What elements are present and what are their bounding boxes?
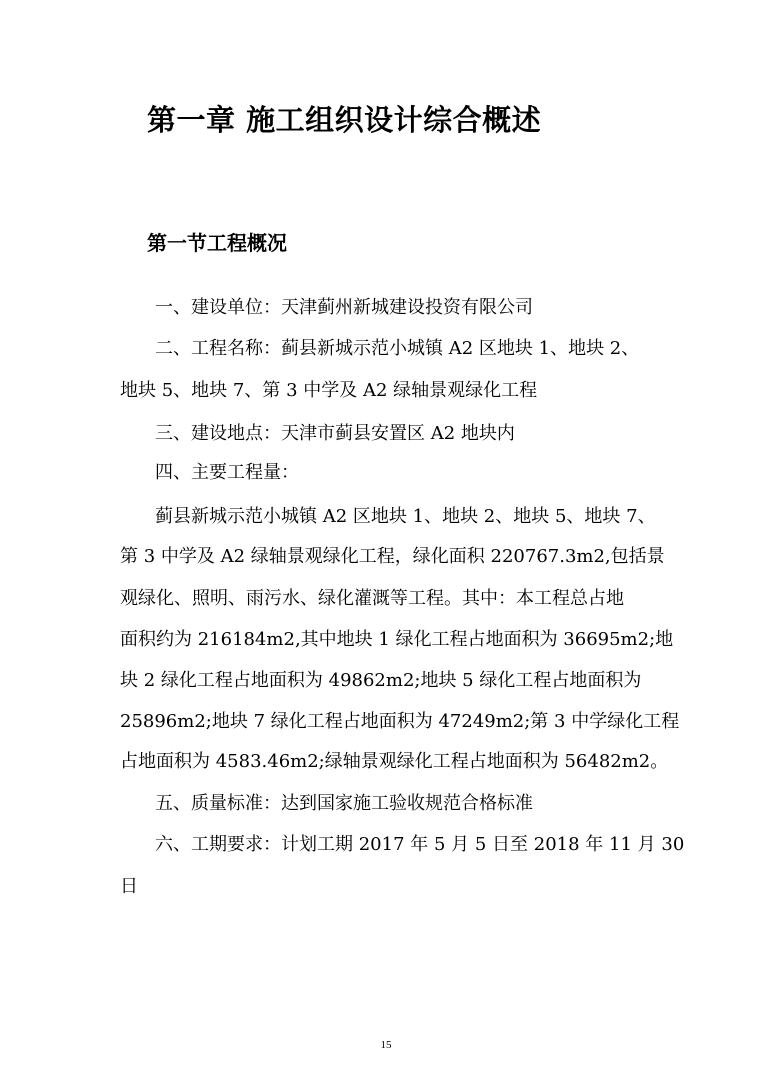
- paragraph-line-construction-unit: 一、建设单位：天津蓟州新城建设投资有限公司: [155, 297, 533, 318]
- paragraph-line-construction-site: 三、建设地点：天津市蓟县安置区 A2 地块内: [155, 423, 515, 444]
- page-number: 15: [380, 1039, 392, 1051]
- paragraph-line-quantities-5: 块 2 绿化工程占地面积为 49862m2;地块 5 绿化工程占地面积为: [120, 670, 642, 691]
- chapter-title: 第一章 施工组织设计综合概述: [147, 103, 542, 137]
- paragraph-line-quantities-2: 第 3 中学及 A2 绿轴景观绿化工程，绿化面积 220767.3m2,包括景: [120, 546, 665, 567]
- paragraph-line-quantities-3: 观绿化、照明、雨污水、绿化灌溉等工程。其中：本工程总占地: [120, 588, 624, 609]
- paragraph-line-quantities-4: 面积约为 216184m2,其中地块 1 绿化工程占地面积为 36695m2;地: [120, 629, 674, 650]
- paragraph-line-quantities-6: 25896m2;地块 7 绿化工程占地面积为 47249m2;第 3 中学绿化工程: [120, 711, 680, 732]
- paragraph-line-project-name-cont: 地块 5、地块 7、第 3 中学及 A2 绿轴景观绿化工程: [120, 380, 538, 401]
- paragraph-line-quality-standard: 五、质量标准：达到国家施工验收规范合格标准: [155, 793, 533, 814]
- section-title: 第一节工程概况: [147, 231, 287, 255]
- paragraph-line-quantities-7: 占地面积为 4583.46m2;绿轴景观绿化工程占地面积为 56482m2。: [120, 751, 669, 772]
- paragraph-line-project-name: 二、工程名称：蓟县新城示范小城镇 A2 区地块 1、地块 2、: [155, 338, 640, 359]
- paragraph-line-quantities-1: 蓟县新城示范小城镇 A2 区地块 1、地块 2、地块 5、地块 7、: [155, 506, 656, 527]
- paragraph-line-schedule-cont: 日: [120, 876, 138, 897]
- paragraph-line-schedule: 六、工期要求：计划工期 2017 年 5 月 5 日至 2018 年 11 月 30: [155, 834, 685, 855]
- paragraph-line-main-quantities-heading: 四、主要工程量：: [155, 462, 299, 483]
